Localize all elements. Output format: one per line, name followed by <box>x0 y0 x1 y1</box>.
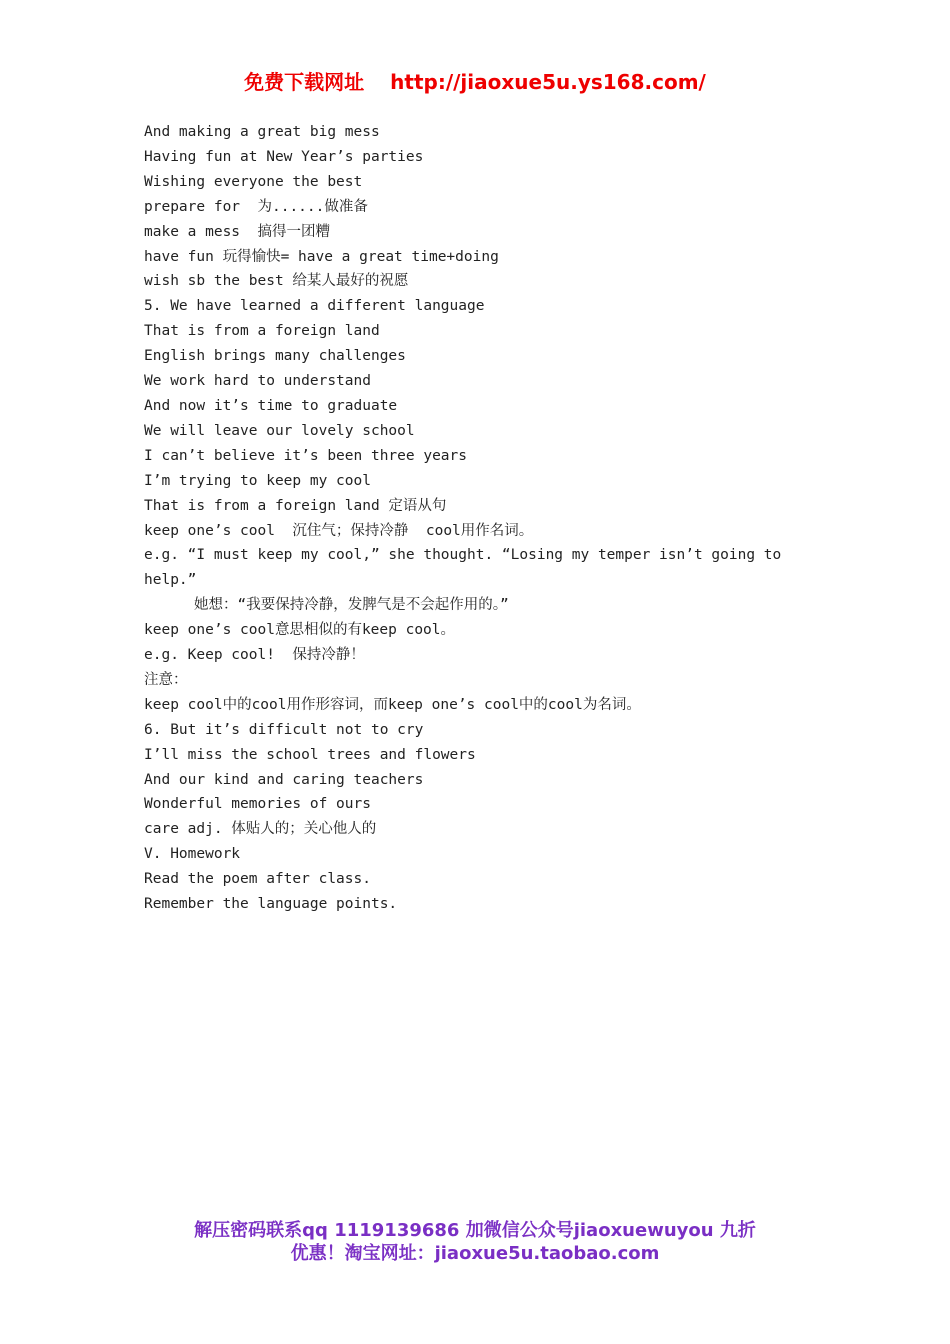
text-line: I’ll miss the school trees and flowers <box>144 746 476 763</box>
footer-line-2: 优惠！淘宝网址：jiaoxue5u.taobao.com <box>290 1243 660 1264</box>
text-line: 5. We have learned a different language <box>144 298 485 315</box>
text-line: 6. But it’s difficult not to cry <box>144 721 424 738</box>
text-line: V. Homework <box>144 846 241 863</box>
text-line: 注意： <box>144 671 188 688</box>
promo-footer <box>0 1219 950 1265</box>
text-line: keep one’s cool意思相似的有keep cool。 <box>144 622 456 639</box>
text-line: And now it’s time to graduate <box>144 397 398 414</box>
text-line: And making a great big mess <box>144 124 380 140</box>
text-line: Wonderful memories of ours <box>144 796 371 813</box>
text-line: Having fun at New Year’s parties <box>144 148 424 165</box>
text-line: 她想：“我要保持冷静，发脾气是不会起作用的。” <box>194 597 509 614</box>
text-line: Wishing everyone the best <box>144 173 363 190</box>
text-line: We work hard to understand <box>144 373 371 390</box>
text-line: make a mess 搞得一团糟 <box>144 223 330 240</box>
download-header <box>0 66 950 95</box>
footer-line-1: 解压密码联系qq 1119139686 加微信公众号jiaoxuewuyou 九折 <box>194 1220 756 1241</box>
text-line: have fun 玩得愉快= have a great time+doing <box>144 248 499 265</box>
text-line: keep one’s cool 沉住气；保持冷静 cool用作名词。 <box>144 522 534 539</box>
text-line: And our kind and caring teachers <box>144 771 424 788</box>
header-label: 免费下载网址 <box>244 70 365 94</box>
text-line: e.g. Keep cool! 保持冷静！ <box>144 647 365 664</box>
text-line: That is from a foreign land <box>144 323 380 340</box>
text-line: keep cool中的cool用作形容词，而keep one’s cool中的cool为名词。 <box>144 696 641 713</box>
text-line: We will leave our lovely school <box>144 422 415 439</box>
text-line: I’m trying to keep my cool <box>144 472 371 489</box>
text-line: I can’t believe it’s been three years <box>144 447 468 464</box>
text-line: English brings many challenges <box>144 348 406 365</box>
text-line: Remember the language points. <box>144 896 398 913</box>
text-line: wish sb the best 给某人最好的祝愿 <box>144 273 409 290</box>
text-line: care adj. 体贴人的；关心他人的 <box>144 821 377 838</box>
text-line: That is from a foreign land 定语从句 <box>144 497 447 514</box>
header-url-link[interactable]: http://jiaoxue5u.ys168.com/ <box>390 70 706 94</box>
text-line: e.g. “I must keep my cool,” she thought. “Losing my temper isn’t going to help.” <box>144 547 791 589</box>
text-line: Read the poem after class. <box>144 871 371 888</box>
document-body <box>144 120 824 917</box>
text-line: prepare for 为......做准备 <box>144 198 368 215</box>
